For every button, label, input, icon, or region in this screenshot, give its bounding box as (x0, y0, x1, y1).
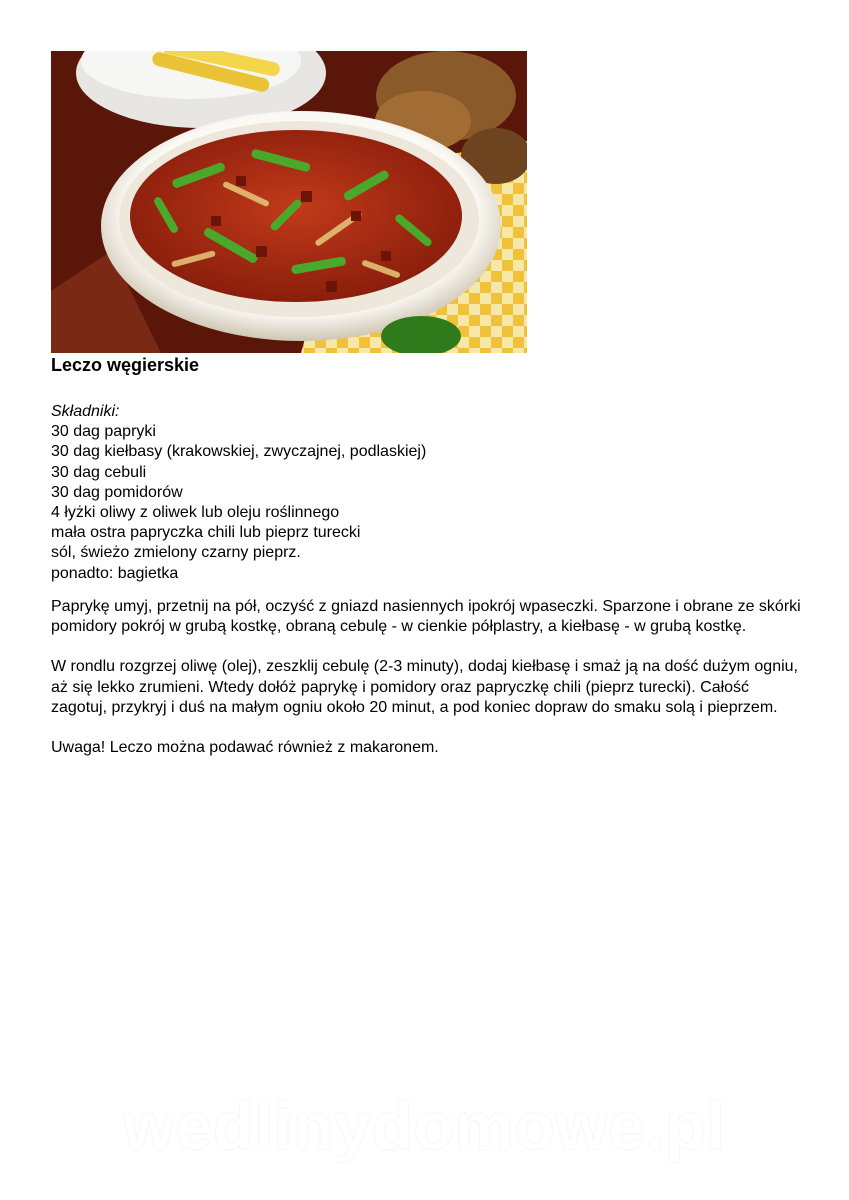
watermark: wedlinydomowe.pl (123, 1089, 726, 1163)
ingredients-label: Składniki: (51, 403, 120, 420)
ingredient-item: 30 dag cebuli (51, 463, 147, 481)
ingredient-item: 4 łyżki oliwy z oliwek lub oleju roślinnego (51, 504, 340, 522)
recipe-title: Leczo węgierskie (51, 355, 200, 375)
ingredient-item: 30 dag pomidorów (51, 483, 183, 501)
step-paragraph: W rondlu rozgrzej oliwę (olej), zeszklij cebulę (2-3 minuty), dodaj kiełbasę i smaż ją na dość dużym ogniu, aż się lekko zrumieni. Wtedy dołóż paprykę i pomidory oraz papryczkę chili (pieprz turecki). Całość zagotuj, przykryj i duś na małym ogniu około 20 minut, a pod koniec dopraw do smaku solą i pieprzem. (51, 658, 798, 716)
step-paragraph: Paprykę umyj, przetnij na pół, oczyść z gniazd nasiennych ipokrój wpaseczki. Sparzone i obrane ze skórki pomidory pokrój w grubą kostkę, obraną cebulę - w cienkie półplastry, a kiełbasę - w grubą kostkę. (51, 598, 801, 636)
ingredient-item: mała ostra papryczka chili lub pieprz turecki (51, 524, 361, 542)
ingredient-item: sól, świeżo zmielony czarny pieprz. (51, 544, 301, 562)
recipe-photo (51, 51, 527, 353)
ingredient-item: ponadto: bagietka (51, 564, 179, 582)
ingredients-section (51, 402, 426, 584)
preparation-steps (51, 597, 806, 778)
ingredient-item: 30 dag papryki (51, 423, 156, 441)
note-paragraph: Uwaga! Leczo można podawać również z makaronem. (51, 739, 439, 757)
ingredient-item: 30 dag kiełbasy (krakowskiej, zwyczajnej, podlaskiej) (51, 443, 427, 461)
